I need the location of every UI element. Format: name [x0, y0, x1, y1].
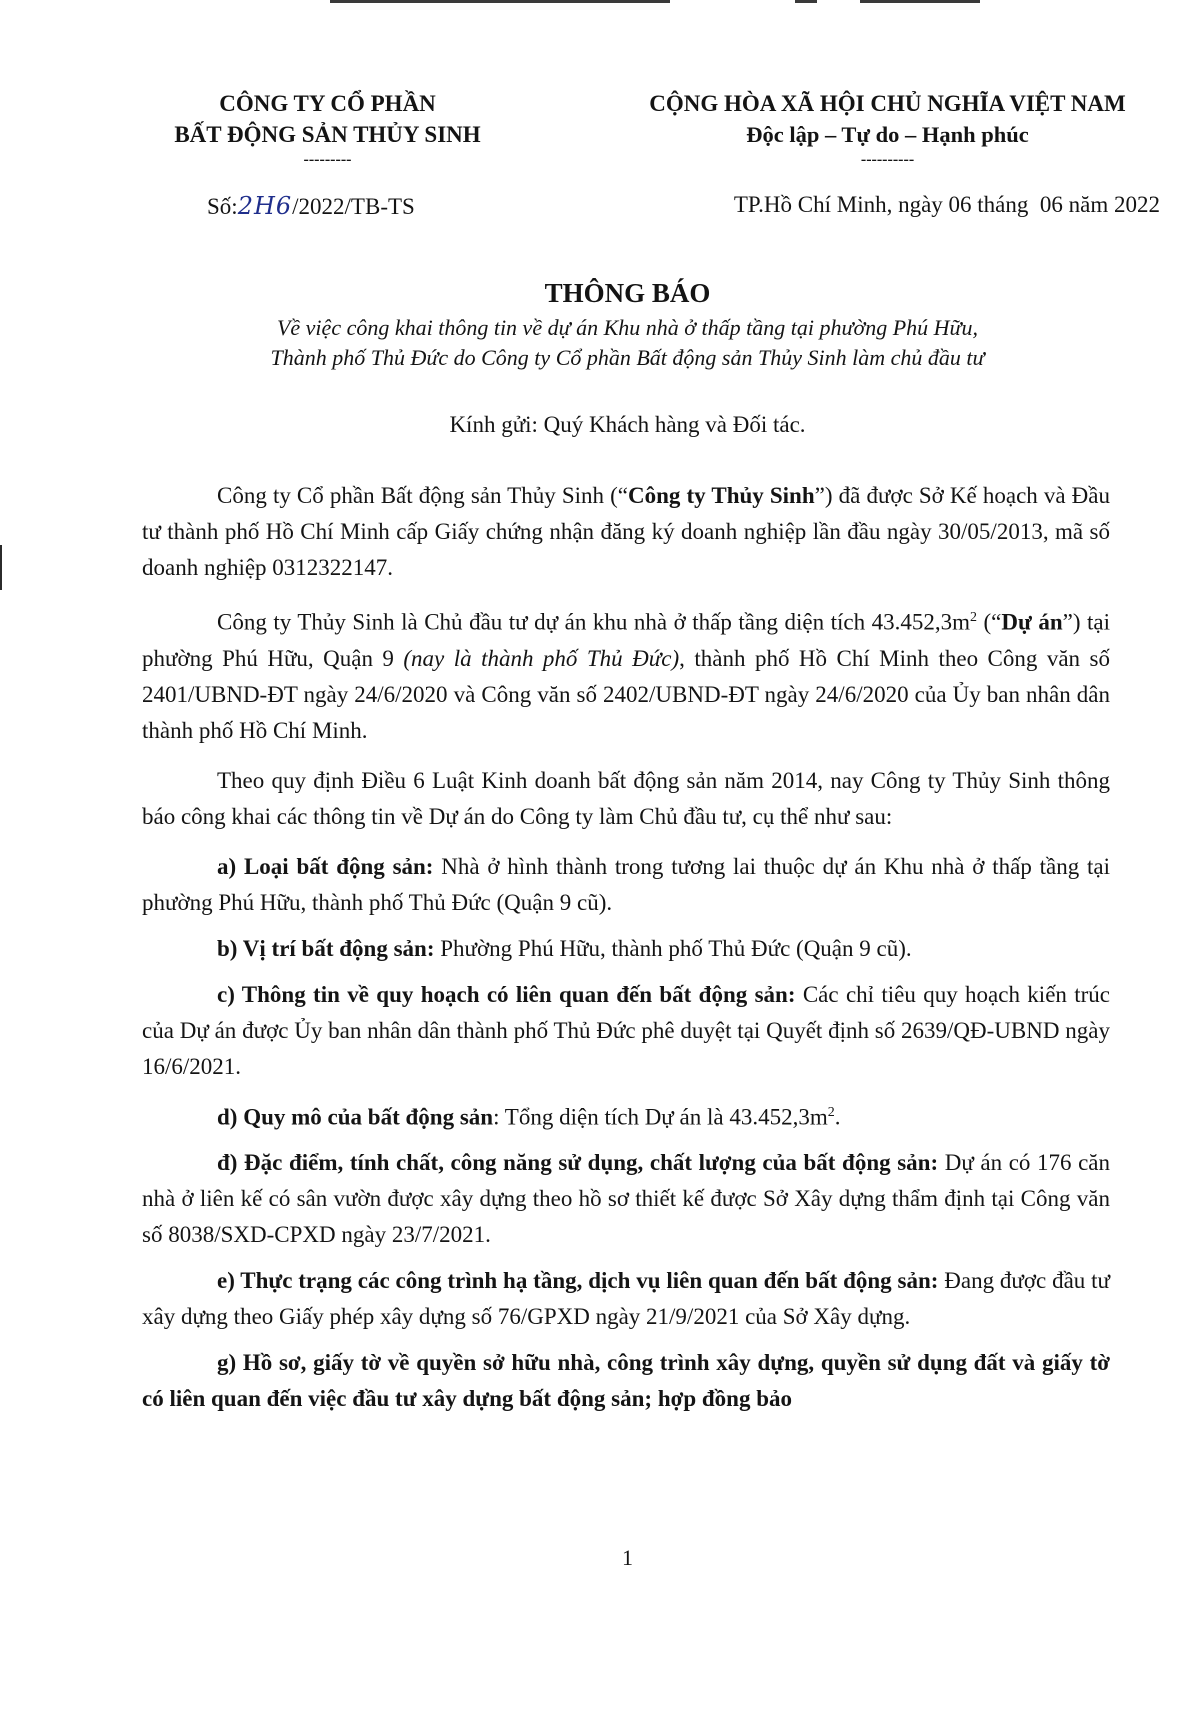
company-header — [150, 88, 505, 168]
item-b-location — [142, 931, 1110, 967]
item-e-infrastructure — [142, 1263, 1110, 1335]
subtitle-line2: Thành phố Thủ Đức do Công ty Cổ phần Bất động sản Thủy Sinh làm chủ đầu tư — [270, 345, 985, 370]
document-title: THÔNG BÁO — [544, 278, 711, 308]
company-divider: --------- — [303, 151, 352, 168]
p2-superscript: 2 — [970, 610, 977, 625]
subtitle-line1: Về việc công khai thông tin về dự án Khu nhà ở thấp tầng tại phường Phú Hữu, — [276, 315, 979, 340]
p1-text-b: ”) đã được Sở Kế hoạch và Đầu tư thành phố Hồ Chí Minh cấp Giấy chứng nhận đăng ký doanh nghiệp lần đầu ngày 30/05/2013, mã số doanh nghiệp 0312322147. — [142, 483, 1111, 580]
item-e-text: Đang được đầu tư xây dựng theo Giấy phép xây dựng số 76/GPXD ngày 21/9/2021 của Sở Xây dựng. — [142, 1268, 1110, 1330]
item-d-superscript: 2 — [827, 1104, 835, 1120]
greeting: Kính gửi: Quý Khách hàng và Đối tác. — [449, 412, 806, 437]
nation-name: CỘNG HÒA XÃ HỘI CHỦ NGHĨA VIỆT NAM — [649, 91, 1126, 116]
p2-italic-note: (nay là thành phố Thủ Đức) — [403, 645, 680, 671]
paragraph-project-owner — [142, 600, 1110, 749]
item-c-label: c) Thông tin về quy hoạch có liên quan đến bất động sản: — [217, 981, 796, 1007]
handwritten-number: 2H6 — [237, 192, 293, 220]
page-number: 1 — [622, 1545, 633, 1570]
item-g-label: g) Hồ sơ, giấy tờ về quyền sở hữu nhà, công trình xây dựng, quyền sử dụng đất và giấy tờ có liên quan đến việc đầu tư xây dựng bất động sản; hợp đồng bảo — [142, 1350, 1110, 1412]
item-dd-text: Dự án có 176 căn nhà ở liên kế có sân vườn được xây dựng theo hồ sơ thiết kế được Sở Xây dựng thẩm định tại Công văn số 8038/SXD-CPXD ngày 23/7/2021. — [142, 1150, 1110, 1248]
item-c-text: Các chỉ tiêu quy hoạch kiến trúc của Dự án được Ủy ban nhân dân thành phố Thủ Đức phê duyệt tại Quyết định số 2639/QĐ-UBND ngày 16/6/2021. — [142, 981, 1111, 1079]
company-name-line2: BẤT ĐỘNG SẢN THỦY SINH — [174, 122, 481, 147]
reference-suffix: /2022/TB-TS — [292, 194, 415, 219]
document-reference-number — [207, 192, 415, 220]
document-subtitle — [0, 313, 1200, 373]
p2-text-c: ”) tại phường Phú Hữu, Quận 9 — [142, 609, 1110, 671]
paragraph-company-registration — [142, 478, 1110, 586]
item-e-label: e) Thực trạng các công trình hạ tầng, dịch vụ liên quan đến bất động sản: — [217, 1268, 939, 1294]
p2-text-b: (“ — [977, 609, 1002, 635]
item-c-planning — [142, 977, 1110, 1085]
scan-edge-marks — [0, 0, 1200, 4]
item-g-documents — [142, 1345, 1110, 1417]
item-a-text: Nhà ở hình thành trong tương lai thuộc dự án Khu nhà ở thấp tầng tại phường Phú Hữu, thành phố Thủ Đức (Quận 9 cũ). — [142, 853, 1110, 915]
scan-margin-mark — [0, 545, 2, 590]
item-a-property-type — [142, 849, 1110, 921]
item-a-label: a) Loại bất động sản: — [217, 853, 434, 879]
p2-text-a: Công ty Thủy Sinh là Chủ đầu tư dự án khu nhà ở thấp tầng diện tích 43.452,3m — [217, 609, 970, 635]
item-b-label: b) Vị trí bất động sản: — [217, 935, 435, 961]
nation-divider: ---------- — [860, 151, 915, 168]
document-body — [142, 478, 1110, 1427]
item-b-text: Phường Phú Hữu, thành phố Thủ Đức (Quận 9 cũ). — [434, 935, 912, 961]
national-header — [600, 88, 1175, 168]
item-d-end: . — [834, 1104, 841, 1130]
p2-bold-term: Dự án — [1001, 609, 1063, 635]
item-d-text: : Tổng diện tích Dự án là 43.452,3m — [493, 1104, 828, 1130]
p1-text-a: Công ty Cổ phần Bất động sản Thủy Sinh (“ — [217, 483, 628, 508]
item-dd-label: đ) Đặc điểm, tính chất, công năng sử dụng, chất lượng của bất động sản: — [217, 1150, 939, 1176]
p1-bold-term: Công ty Thủy Sinh — [628, 483, 815, 508]
nation-motto: Độc lập – Tự do – Hạnh phúc — [746, 122, 1029, 147]
item-dd-characteristics — [142, 1145, 1110, 1253]
item-d-label: d) Quy mô của bất động sản — [217, 1104, 494, 1130]
item-d-scale — [142, 1095, 1110, 1136]
document-date: TP.Hồ Chí Minh, ngày 06 tháng 06 năm 2022 — [733, 192, 1160, 217]
paragraph-legal-basis: Theo quy định Điều 6 Luật Kinh doanh bất động sản năm 2014, nay Công ty Thủy Sinh thông báo công khai các thông tin về Dự án do Công ty làm Chủ đầu tư, cụ thể như sau: — [142, 767, 1110, 829]
company-name-line1: CÔNG TY CỔ PHẦN — [219, 91, 436, 116]
p2-text-d: , thành phố Hồ Chí Minh theo Công văn số 2401/UBND-ĐT ngày 24/6/2020 và Công văn số 2402/UBND-ĐT ngày 24/6/2020 của Ủy ban nhân dân thành phố Hồ Chí Minh. — [142, 645, 1110, 743]
reference-prefix: Số: — [207, 194, 238, 219]
